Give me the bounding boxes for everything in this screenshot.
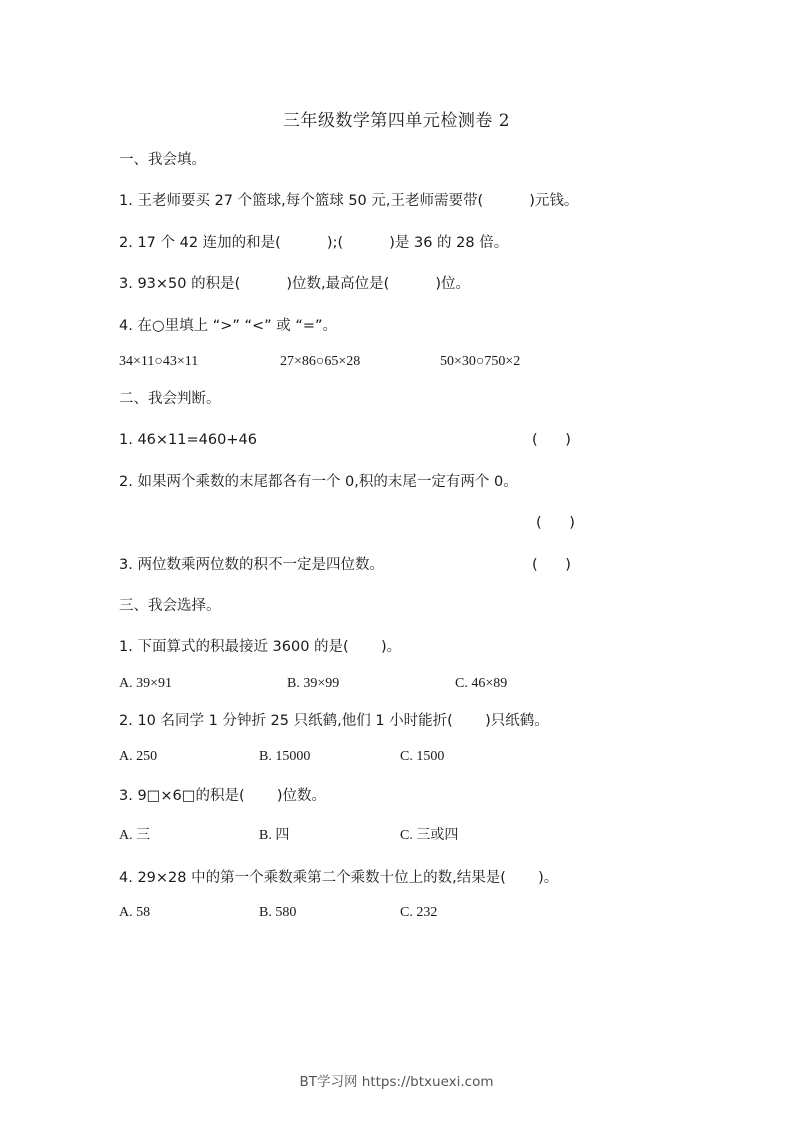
answer-blank-judge-3: ( )	[532, 557, 571, 573]
compare-item-1: 34×11○43×11	[119, 354, 199, 369]
question-choice-1: 1. 下面算式的积最接近 3600 的是( )。	[119, 639, 402, 655]
question-judge-2: 2. 如果两个乘数的末尾都各有一个 0,积的末尾一定有两个 0。	[119, 474, 518, 490]
question-choice-4: 4. 29×28 中的第一个乘数乘第二个乘数十位上的数,结果是( )。	[119, 870, 559, 886]
choice-3-option-a: A. 三	[119, 828, 151, 843]
footer-watermark: BT学习网 https://btxuexi.com	[299, 1074, 494, 1090]
question-fill-1: 1. 王老师要买 27 个篮球,每个篮球 50 元,王老师需要带( )元钱。	[119, 193, 579, 209]
choice-1-option-b: B. 39×99	[287, 676, 340, 691]
compare-item-2: 27×86○65×28	[280, 354, 361, 369]
choice-3-option-b: B. 四	[259, 828, 290, 843]
choice-1-option-c: C. 46×89	[455, 676, 508, 691]
choice-2-option-c: C. 1500	[400, 749, 445, 764]
choice-2-option-a: A. 250	[119, 749, 158, 764]
choice-4-option-a: A. 58	[119, 905, 151, 920]
choice-4-option-c: C. 232	[400, 905, 438, 920]
choice-2-option-b: B. 15000	[259, 749, 311, 764]
answer-blank-judge-2: ( )	[536, 515, 575, 531]
question-fill-4: 4. 在○里填上 “>” “<” 或 “=”。	[119, 318, 338, 334]
page-title: 三年级数学第四单元检测卷 2	[282, 111, 511, 131]
choice-3-option-c: C. 三或四	[400, 828, 459, 843]
section-heading-fill: 一、我会填。	[119, 152, 206, 168]
section-heading-judge: 二、我会判断。	[119, 391, 221, 407]
question-fill-2: 2. 17 个 42 连加的和是( );( )是 36 的 28 倍。	[119, 235, 509, 251]
section-heading-choice: 三、我会选择。	[119, 598, 221, 614]
question-fill-3: 3. 93×50 的积是( )位数,最高位是( )位。	[119, 276, 471, 292]
choice-4-option-b: B. 580	[259, 905, 297, 920]
question-judge-1: 1. 46×11=460+46	[119, 432, 257, 448]
choice-1-option-a: A. 39×91	[119, 676, 173, 691]
question-choice-3: 3. 9□×6□的积是( )位数。	[119, 788, 327, 804]
answer-blank-judge-1: ( )	[532, 432, 571, 448]
question-choice-2: 2. 10 名同学 1 分钟折 25 只纸鹤,他们 1 小时能折( )只纸鹤。	[119, 713, 549, 729]
question-judge-3: 3. 两位数乘两位数的积不一定是四位数。	[119, 557, 384, 573]
compare-item-3: 50×30○750×2	[440, 354, 521, 369]
